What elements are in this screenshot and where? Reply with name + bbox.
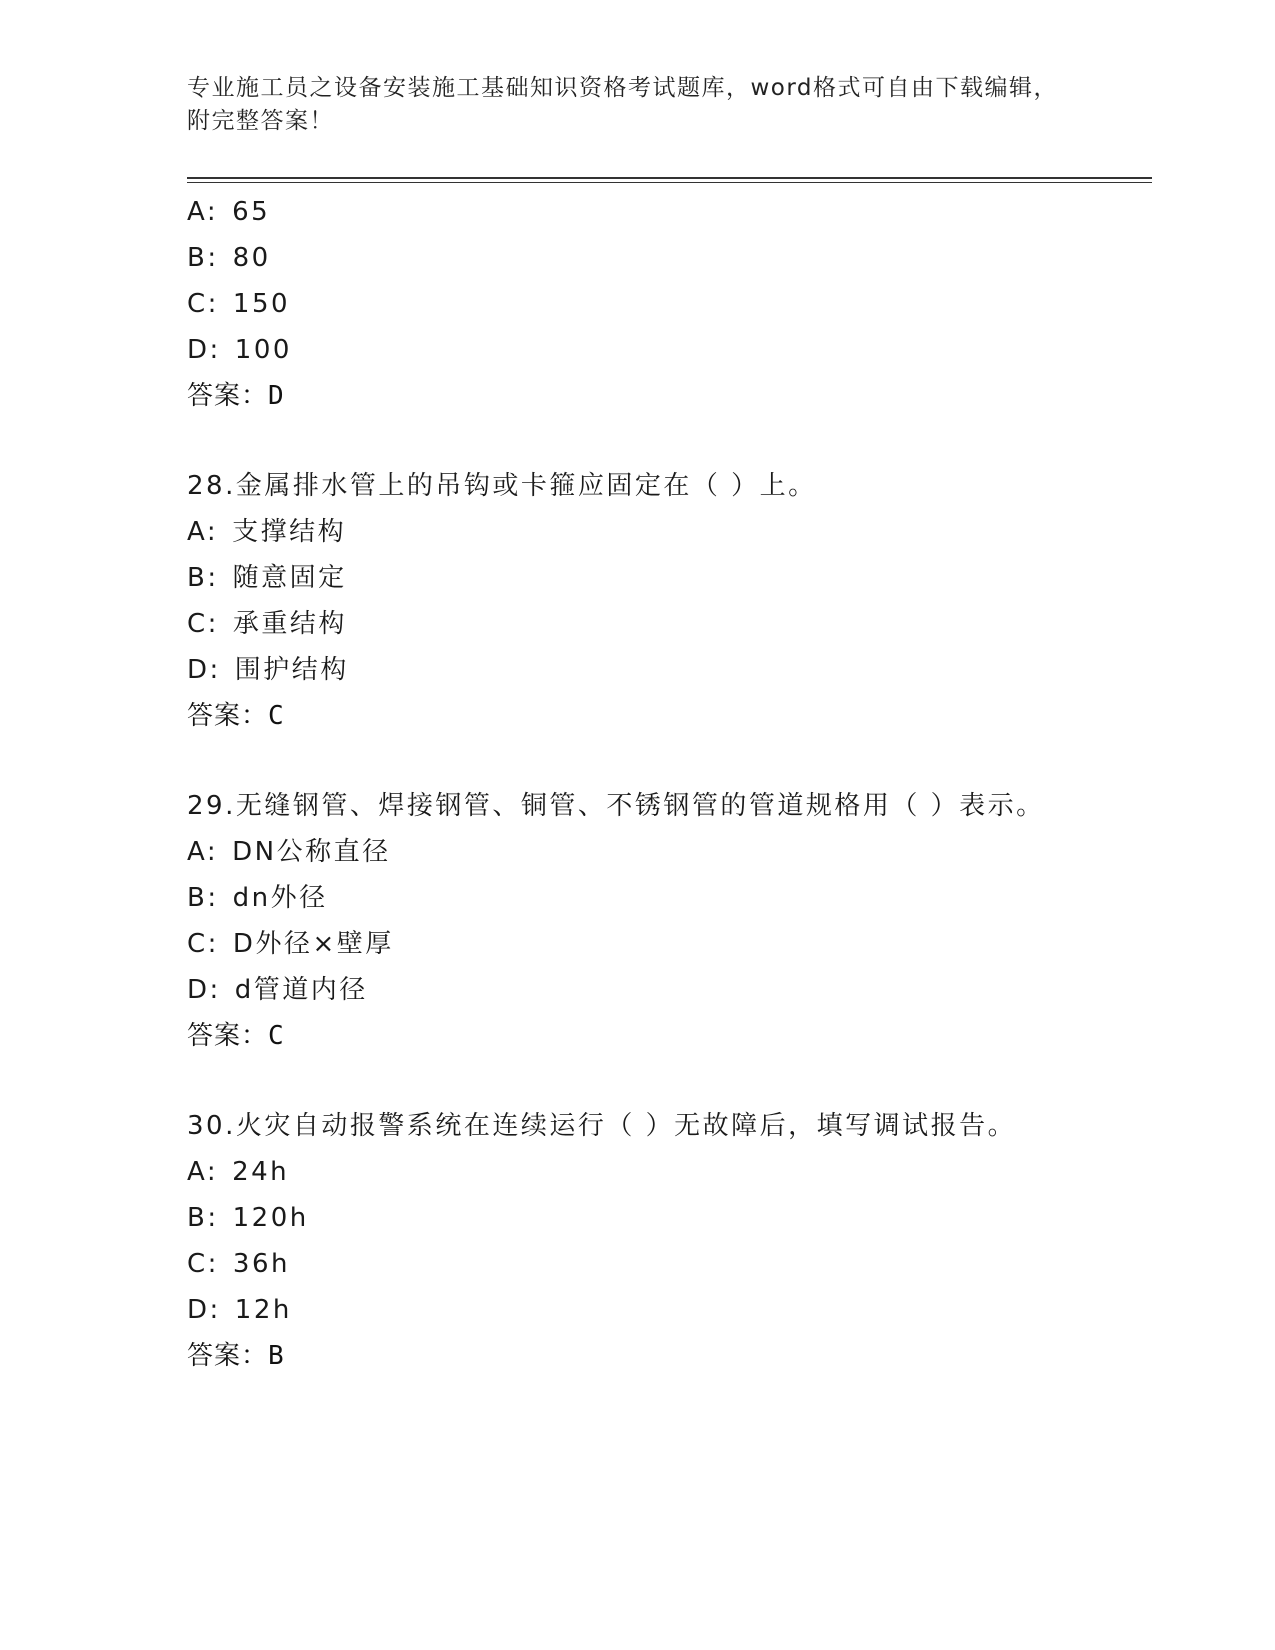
option-b <box>187 235 1147 281</box>
option-label: B: <box>187 563 219 593</box>
option-a <box>187 829 1147 875</box>
option-label: C: <box>187 289 219 319</box>
header-line-1: 专业施工员之设备安装施工基础知识资格考试题库，word格式可自由下载编辑， <box>187 75 1059 101</box>
option-text: 150 <box>232 289 291 319</box>
option-text: 随意固定 <box>232 563 347 593</box>
option-text: 12h <box>234 1295 292 1325</box>
option-label: B: <box>187 1203 219 1233</box>
header-divider-thin <box>187 182 1152 183</box>
option-d <box>187 647 1147 693</box>
option-c <box>187 281 1147 327</box>
option-label: A: <box>187 837 219 867</box>
option-text: 36h <box>232 1249 290 1279</box>
option-text: d管道内径 <box>234 975 368 1005</box>
option-b <box>187 555 1147 601</box>
option-label: B: <box>187 243 219 273</box>
option-text: DN公称直径 <box>232 837 391 867</box>
option-d <box>187 967 1147 1013</box>
option-text: 80 <box>232 243 271 273</box>
option-text: 120h <box>232 1203 309 1233</box>
option-text: 承重结构 <box>232 609 347 639</box>
option-label: A: <box>187 1157 219 1187</box>
question-block-27 <box>187 189 1147 419</box>
option-text: 24h <box>232 1157 290 1187</box>
option-label: C: <box>187 929 219 959</box>
option-c <box>187 921 1147 967</box>
option-label: C: <box>187 1249 219 1279</box>
option-label: D: <box>187 335 221 365</box>
option-d <box>187 327 1147 373</box>
question-block-29 <box>187 783 1147 1059</box>
option-b <box>187 1195 1147 1241</box>
answer-line: 答案：C <box>187 701 285 731</box>
question-block-28 <box>187 463 1147 739</box>
option-a <box>187 509 1147 555</box>
option-label: D: <box>187 1295 221 1325</box>
option-label: D: <box>187 655 221 685</box>
option-text: 100 <box>234 335 292 365</box>
option-label: A: <box>187 197 219 227</box>
spacer <box>187 739 1147 783</box>
option-c <box>187 601 1147 647</box>
option-a <box>187 189 1147 235</box>
answer-line: 答案：C <box>187 1021 285 1051</box>
option-d <box>187 1287 1147 1333</box>
option-b <box>187 875 1147 921</box>
option-a <box>187 1149 1147 1195</box>
option-c <box>187 1241 1147 1287</box>
option-text: dn外径 <box>232 883 328 913</box>
spacer <box>187 419 1147 463</box>
question-text: 28.金属排水管上的吊钩或卡箍应固定在（ ）上。 <box>187 471 817 501</box>
question-text: 30.火灾自动报警系统在连续运行（ ）无故障后，填写调试报告。 <box>187 1111 1017 1141</box>
answer-line: 答案：D <box>187 381 285 411</box>
option-text: D外径×壁厚 <box>232 929 394 959</box>
question-block-30 <box>187 1103 1147 1379</box>
option-text: 支撑结构 <box>232 517 347 547</box>
option-label: B: <box>187 883 219 913</box>
header-line-2: 附完整答案！ <box>187 108 334 134</box>
question-list <box>187 189 1147 1379</box>
question-text: 29.无缝钢管、焊接钢管、铜管、不锈钢管的管道规格用（ ）表示。 <box>187 791 1045 821</box>
option-label: A: <box>187 517 219 547</box>
option-label: D: <box>187 975 221 1005</box>
answer-line: 答案：B <box>187 1341 285 1371</box>
option-text: 65 <box>232 197 271 227</box>
option-text: 围护结构 <box>234 655 349 685</box>
header-divider-thick <box>187 177 1152 179</box>
option-label: C: <box>187 609 219 639</box>
page-header <box>187 72 1067 138</box>
spacer <box>187 1059 1147 1103</box>
